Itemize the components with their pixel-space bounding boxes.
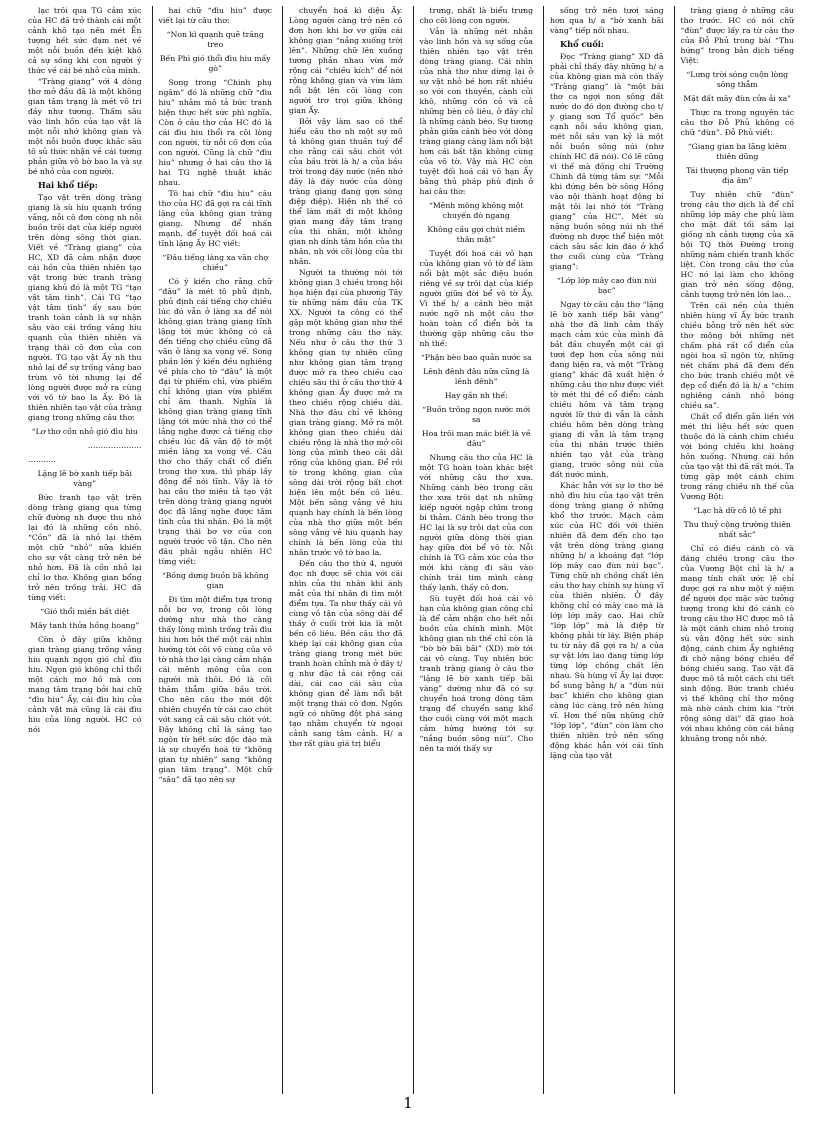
verse-quote: “Non kì quạnh quẽ trăng treo xyxy=(166,30,264,49)
column-1 xyxy=(22,6,148,1094)
paragraph: Tô hai chữ “đìu hiu” câu thơ của HC đã gợi ra cái tĩnh lặng của không gian tràng giang. Nhưng để nhấn mạnh, để tuyệt đối hoá cái tĩnh lặng Ấy HC viết: xyxy=(158,189,272,248)
paragraph: Bức tranh tạo vật trên dòng tràng giang qua từng chữ đường nh được thu nhỏ lại đó là những cồn nhỏ. “Cồn” đã là nhỏ lại thêm một chữ “nhỏ” nữa khiến cho sự vật càng trở nên bé nhỏ hơn. Đã là cồn nhỏ lại chỉ lơ thơ. Không gian bổng trở nên trống trải. HC đã từng viết: xyxy=(28,492,142,602)
verse-quote: Mây tanh thửa hồng hoang” xyxy=(30,620,140,630)
paragraph: Thực ra trong nguyên tác câu thơ Đỗ Phủ không có chữ “đùn”. Đỗ Phủ viết: xyxy=(680,108,794,137)
paragraph: Trên cái nền của thiên nhiên hùng vĩ Ấy bức tranh chiều bỗng trở nên hết sức thơ mộng bởi những nét chấm phá rất cổ điển của ngòi hoa sĩ ngôn từ, những nét chấm phá đã đem đến cho bức tranh chiều một vẻ đẹp cổ điển đó là h/ a “chim nghiêng cánh nhỏ bóng chiều sa”. xyxy=(680,301,794,410)
paragraph: Tạo vật trên dòng tràng giang là sù hiu quạnh trống vắng, nỗi cô đơn còng nh nỗi buồn trôi dạt của kiếp người trên dòng sông thời gian. Viết về “Tràng giang” của HC, XD đã cảm nhận được cái hồn của thiên nhiên tạo vật trong bức tranh tràng giang khủ đó là một TG “tạo vật tâm tình”. Cái TG “tạo vật tâm tình” ấy sau bức tranh toàn cảnh là sự nhận sâu vào cái trống vắng hiu quạnh của thiên nhiên và trạng thái cô đơn của con người. TG tạo vật Ấy nh thu nhỏ lại để sự trống vắng bao trùm vô tời nhưng lại để lòng người được mở ra cùng với vô tờ bao la Ấy. Đó là thiên nhiên tạo vật của tràng giang trong những câu thơ: xyxy=(28,192,142,422)
paragraph: Tuyệt đối hoá cái vô hạn của không gian vô tờ để làm nổi bật một sắc điệu buồn riêng về sự trôi dạt của kiếp người giữa đời bể vô tờ Ấy. Vì thế h/ a cánh bèo mặt nước ngỡ nh một câu thơ hoàn toàn cổ điển bởi ta thường gặp những câu thơ nh thế: xyxy=(419,249,533,348)
verse-quote: “Bồng dưng buồn bã không gian xyxy=(161,571,269,590)
paragraph: Có ý kiến cho rằng chữ “đâu” là mét tô phủ định, phủ định cái tiếng chợ chiều lúc đó vẫn ở làng xa để nói không gian tràng giang tĩnh lặng tới mức không có cả đến tiếng chợ chiều cũng đã vãn ở làng xa vọng về. Song phần lớn ý kiến đều nghiêng về phía cho tờ “đâu” là một đại từ phiếm chỉ, vừa phiếm chỉ không gian vừa phiếm chỉ âm thanh. Nghĩa là không gian tràng giang tĩnh lặng tới mức nhà thơ có thể lắng nghe được cả tiếng chợ chiều lúc đã vãn độ tờ một miền làng xa vọng về. Câu thơ cho thấy chất cổ điển trong thơ xưa, thì pháp lấy động để nói tĩnh. Vậy là tờ hai câu thơ miêu tả tạo vật trên dòng tràng giang người đọc đã lắng nghe được tâm tình của thi nhân. Đó là một trạng thái bơ vơ của con người trước vô tận. Cho nên đâu phải ngẫu nhiên HC từng viết: xyxy=(158,277,272,566)
verse-quote: Thu thuỷ cộng trường thiên nhất sắc” xyxy=(683,520,791,539)
paragraph: Song trong “Chinh phụ ngâm” đó là những chữ “đìu hiu” nhằm mô tả bức tranh hiện thực hết sức phì nghĩa. Còn ở câu thơ của HC đó là cái đìu hiu thổi ra cõi lòng con người, từ nỗi cô đơn của con người. Cũng là chữ “đìu hiu” nhưng ở hai câu thơ là hai TG nghệ thuật khác nhau. xyxy=(158,78,272,187)
paragraph: Vẫn là những nét nhẫn vào linh hồn và sự sống của thiên nhiên tạo vật trên dòng tràng giang. Cái nhìn của nhà thơ như dừng lại ở sự vật nhỏ bé hơn rất nhiều so với con thuyền, cành củi khô, những cồn cỏ và cả những bèn cỏ liêu, ở đây chỉ là những cánh bèo. Sự tương phản giữa cánh bèo với dòng tràng giang càng làm nổi bật hơn cái bất tận không cùng của vô tờ. Vậy mà HC còn tuyệt đối hoá cái vô hạn Ấy bằng thủ pháp phủ định ở hai câu thơ: xyxy=(419,27,533,196)
paragraph: chuyển hoá kì diệu Ấy. Lòng người càng trở nên cô đơn hơn khi bơ vơ giữa cái không gian “nắng xuống trời lên”. Những chữ lên xuống tương phản nhau vừa mở rộng cái “chiều kích” để nới rộng không gian và vừa làm nổi bật lên cõi lòng con người trơ trọi giữa không gian Ấy. xyxy=(289,6,403,115)
paragraph: Bởi vậy làm sao có thể hiểu câu thơ nh một sự mô tả không gian thuần tuý để cho rằng cái sâu chót vót của bầu trời là h/ a của bầu trời trong đáy nước (nên nhớ đây là đáy nước của dòng tràng giang đang gợn sóng điệp điệp). Hiện nh thế có thể làm mất đi một không gian mang đầy tâm trạng của thi nhân, một không gian nh dính tâm hồn của thi nhân, nh với cõi lòng của thi nhân. xyxy=(289,117,403,266)
verse-quote: Lặng lẽ bờ xanh tiếp bãi vàng” xyxy=(37,468,132,488)
paragraph: Nhưng câu thơ của HC là một TG hoàn toàn khác biệt với những câu thơ xưa. Những cánh bèo trong câu thơ xưa trôi dạt nh những kiếp người ngập chìm trong bi thảm. Cánh bèo trong thơ HC lại là sự trôi dạt của con người giữa dòng thời gian hay giữa đời bể vô tờ. Nỗi chính là TG cảm xúc của thơ mới khi càng đi sâu vào chính trái tim mình càng thấy lạnh, thấy cô đơn. xyxy=(419,453,533,592)
verse-quote: Hay gần nh thế: xyxy=(444,391,508,400)
column-5 xyxy=(543,6,670,1094)
column-2 xyxy=(152,6,279,1094)
verse-quote: “Đâu tiếng làng xa vãn chợ chiều” xyxy=(162,253,269,272)
paragraph: sống trở nên tươi sáng hơn qua h/ a “bờ xanh bãi vàng” tiếp nối nhau. xyxy=(550,6,664,35)
paragraph: Đến câu thơ thứ 4, người đọc nh được sẽ chia với cái nhìn của thi nhân khi ánh mắt của thi nhân đi tìm một điểm tựa. Ta như thấy cái vô cùng vô tận của sông dài để thấy ở cuối trời kia là một bến cô liêu. Bến câu thơ đã khép lại cái không gian của tràng giang trong mét bức tranh hoàn chỉnh mà ở đây t/ g như đặc tả cái rộng cái dài, cái cao cái sâu của không gian để làm nổi bật một trạng thái cô đơn. Ngôn ngữ có những đột phá sáng tạo nhằm chuyển từ ngoại cảnh sang tâm cảnh. H/ a thơ rất giàu giá trị biểu xyxy=(289,559,403,748)
verse-quote: “Lớp lớp mây cao đùn núi bạc” xyxy=(556,275,657,295)
verse-quote: “Phận bèo bao quản nước sa xyxy=(420,353,532,362)
verse-quote: “Lơ thơ cồn nhỏ gió đìu hiu xyxy=(31,426,138,436)
section-heading: Khổ cuối: xyxy=(560,39,604,49)
verse-quote: Hoa trôi man mác biết là về đâu” xyxy=(421,429,531,448)
paragraph: Chỉ có điều cánh cò và đáng chiều trong câu thơ của Vương Bột chỉ là h/ a mang tính chất ước lệ chỉ được gợi ra như một ý niệm để người đọc mặc sức tưởng tượng trong khi đó cánh cò trong câu thơ HC được mô tả là một cánh chim nhỏ trong sù vận động hết sức sinh động, cánh chim Ấy nghiêng đi chở nặng bóng chiều để bóng chiều sang. Tạo vật đã được mô tả một cách chi tiết sinh động. Bức tranh chiều vì thế không chỉ thơ mộng mà nhờ cánh chim kia “trời rộng sông dài” đã giao hoà với nhau không còn cái bảng khuâng trong nỗi nhớ. xyxy=(680,544,794,743)
paragraph: trưng, nhất là biểu trưng cho cõi lòng con người. xyxy=(419,6,533,25)
paragraph: Ngay tờ câu cậu thơ “lặng lẽ bờ xanh tiếp bãi vàng” nhà thơ đã linh cảm thấy mạch cảm xúc của mình đã bắt đầu chuyển một cái gì tươi đẹp hơn của sông núi đang hiện ra, và một “Tràng giang” khác đã xuất hiện ở những câu thơ như được viết tờ mét thi đề cổ điển: cánh chiều hôm và tâm trạng người lữ thứ đi vẫn là cảnh chiều hôm bên dòng tràng giang đi vẫn là tâm trạng của thi nhân trước thiên nhiên tạo vật của tràng giang, trước sông núi của đất nước mình. xyxy=(550,299,664,479)
verse-quote: “Giang gian ba lãng kiêm thiên dũng xyxy=(687,142,787,161)
column-6 xyxy=(674,6,801,1094)
verse-quote: Mặt đất mây đùn cửa ải xa” xyxy=(683,94,792,103)
paragraph: Còn ở đây giữa không gian tràng giang trống vắng hiu quạnh ngọn gió chỉ đìu hiu. Ngọn gió không chỉ thổi một cách mơ hồ mà con mang tâm trạng bởi hai chữ “đìu hiu” Ấy, cái đìu hiu của cảnh vật mà cũng là cái đìu hiu của lòng người. HC có nói xyxy=(28,634,142,734)
verse-quote: Tái thượng phong vân tiếp địa âm” xyxy=(686,166,789,185)
paragraph: Đọc “Tràng giang” XD đã phải chỉ thấy đây những h/ a của không gian mà còn thấy “Tràng giang” là “một bài thơ ca ngợi non sông đất nước do đó dọn đường cho t/ y giang sơn Tổ quốc” bên cạnh nỗi sầu không gian, mét nỗi sầu vạn kỷ là một nỗi buồn sông núi (như chính HC đã nói). Có lẽ cũng vì thế mà đồng chí Trường Chinh đã từng tâm sự: “Mỗi khi đứng bên bờ sông Hồng vào nội thành hoạt động bí mật tôi lại nhớ tới “Tràng giang” của HC”. Mét sù nặng buồn sông núi nh thế đường nh được thể hiện một cách sâu sắc kín đáo ở khổ thơ cuối cùng của “Tràng giang”: xyxy=(550,51,664,271)
paragraph: Khác hẳn với sự lơ thơ bé nhỏ đìu hiu của tạo vật trên dòng tràng giang ở những khổ thơ trước. Mạch cảm xúc của HC đối với thiên nhiên đã đem đến cho tạo vật trên dòng tràng giang những h/ a khoáng đạt “lớp lớp mây cao đùn núi bạc”. Từng chữ nh chồng chất lên câu thơ hay chính sự hùng vĩ của thiên nhiên. Ở đây không chỉ có mây cao mà là lớp lớp mây cao. Hai chữ “lớp lớp” mà là điệp từ không phải từ láy. Biện pháp tu từ này đã gợi ra h/ a của sự vật lớn lao đang từng lớp từng lớp chồng chất lên nhau. Sù hùng vĩ Ấy lại được bổ sung bằng h/ a “đùn núi bạc” khiến cho không gian càng lúc càng trở nên hùng vĩ. Hơn thế nữa những chữ “lớp lớp”, “đùn” còn làm cho thiên nhiên trở nên sống động khác hẳn với cái tĩnh lặng của tạo vật xyxy=(550,480,664,760)
verse-quote: “Buồn trông ngọn nước mới sa xyxy=(422,405,531,424)
verse-quote: “Gió thổi miền bất diệt xyxy=(40,606,130,616)
paragraph: hai chữ “đìu hiu” được viết lại từ câu thơ: xyxy=(158,6,272,25)
paragraph: tràng giang ở những câu thơ trước. HC có nói chữ “đùn” được lấy ra từ câu thơ của Đỗ Phủ trong bài “Thu hứng” trong bản dịch tiếng Việt: xyxy=(680,6,794,65)
verse-quote: “Lưng trời sóng cuộn lòng sông thẳm xyxy=(686,70,789,89)
column-3 xyxy=(282,6,409,1094)
text-columns xyxy=(22,6,800,1094)
verse-quote: “Mênh mông không một chuyến đò ngang xyxy=(429,201,524,220)
verse-quote: Bến Phì gió thổi đìu hiu mấy gò” xyxy=(159,54,271,73)
verse-quote: Lênh đênh đâu nữa cũng là lênh đênh” xyxy=(423,367,530,386)
paragraph: Đi tìm một điểm tựa trong nỗi bơ vơ, trong cõi lòng dường như nhà thơ càng thấy lòng mình trống trải đìu hiu hơn bởi thế một cái nhìn hướng tới cõi vô cùng của vô tờ nhà thơ lại càng cảm nhận cái mênh mông của con người mà thôi. Đó là cõi thăm thẳm giữa bầu trời. Cho nên câu thơ mới đột nhiên chuyển từ cái cao chót vót sang cả cái sâu chót vót. Đây không chỉ là sáng tạo ngôn từ hết sức độc đáo mà là sự chuyển hoá từ “không gian tự nhiên” sang “không gian tâm trạng”. Một chữ “sâu” đã tạo nên sự xyxy=(158,595,272,784)
verse-quote: ……….. xyxy=(28,454,56,464)
paragraph: “Tràng giang” với 4 dòng thơ mở đầu đã là một không gian tâm trạng là mét vô tri đầy như tương. Thấm sâu vào linh hồn của tạo vật là một nỗi nhớ không gian và một nỗi buồn được khắc sâu tô sủ thức nhận về cái tương phản giữa vô bờ bao la và sự bé nhỏ của con người. xyxy=(28,77,142,176)
verse-quote: ………………… xyxy=(87,440,142,450)
paragraph: lạc trôi qua TG cảm xúc của HC đã trở thành cái một cảnh khô tạo nên mét Ễn tượng hết sức đạm nét về một nỗi buồn đến kiệt khô cả sự sống khi con người ý thức về cái bé nhỏ của mình. xyxy=(28,6,142,75)
paragraph: Chất cổ điển gắn liền với mét thi liệu hết sức quen thuộc đó là cánh chim chiều với bóng chiều khi hoàng hôn xuống. Nhưng cái hồn của tạo vật thì đã rất mới. Ta từng gặp một cánh chim trong ráng chiều nh thế của Vương Bột: xyxy=(680,412,794,501)
paragraph: Người ta thường nói tới không gian 3 chiều trong hội họa hiện đại của phương Tây từ những năm đầu của TK XX. Người ta công có thể gặp một không gian như thế trong những câu thơ này. Nếu như ở câu thơ thứ 3 không gian tự nhiên cũng như không gian tâm trạng được mở ra theo chiều cao chiều sâu thì ở câu thơ thứ 4 không gian Ấy được mở ra theo chiều rộng chiều dài. Nhà thơ đâu chỉ vẽ không gian tràng giang. Mở ra một không gian theo chiều dài chiều rộng là nhà thơ mở cõi lòng của mình theo cái dải rộng của không gian. Để rồi tờ trong không gian của sông dài trời rộng bất chợt hiện lên một bến cô liêu. Một bến sông vắng vẻ hiu quạnh hay chính là bến lòng của nhà thơ giữa một bến sông vắng vẻ hiu quạnh hay chính là bến lòng của thi nhân trước vô tờ bao la. xyxy=(289,268,403,557)
page-number: 1 xyxy=(403,1094,413,1112)
section-heading: Hai khổ tiếp: xyxy=(38,180,98,190)
column-4 xyxy=(413,6,540,1094)
paragraph: Tuy nhiên chữ “đùn” trong câu thơ dịch là để chỉ những lớp mây che phủ làm cho mặt đất tối sầm lại giống nh cảnh tượng của xã hội TQ thời Đường trong những năm chiến tranh khốc liệt. Còn trong câu thơ của HC nó lại làm cho không gian trở nên sống động, cảnh tượng trở nên lớn lao… xyxy=(680,190,794,299)
paragraph: Sù tuyệt đối hoá cái vô hạn của không gian công chỉ là để cảm nhận cho hết nỗi buồn của chính mình. Một không gian nh thế chỉ còn là “bờ bờ bãi bãi” (XD) mờ tới cái vô cùng. Tuy nhiên bức tranh tràng giang ở câu thơ “lặng lẽ bờ xanh tiếp bãi vàng” dường như đã có sự chuyển hoá trong dòng tâm trạng để chuyển sang khổ thơ cuối cùng với một mạch cảm hứng hướng tới sự “nắng buồn sông núi”. Cho nên ta mới thấy sự xyxy=(419,594,533,753)
verse-quote: “Lạc hà dữ cô lộ tề phi xyxy=(693,506,782,515)
verse-quote: Không cầu gợi chút niềm thân mật” xyxy=(427,225,526,244)
